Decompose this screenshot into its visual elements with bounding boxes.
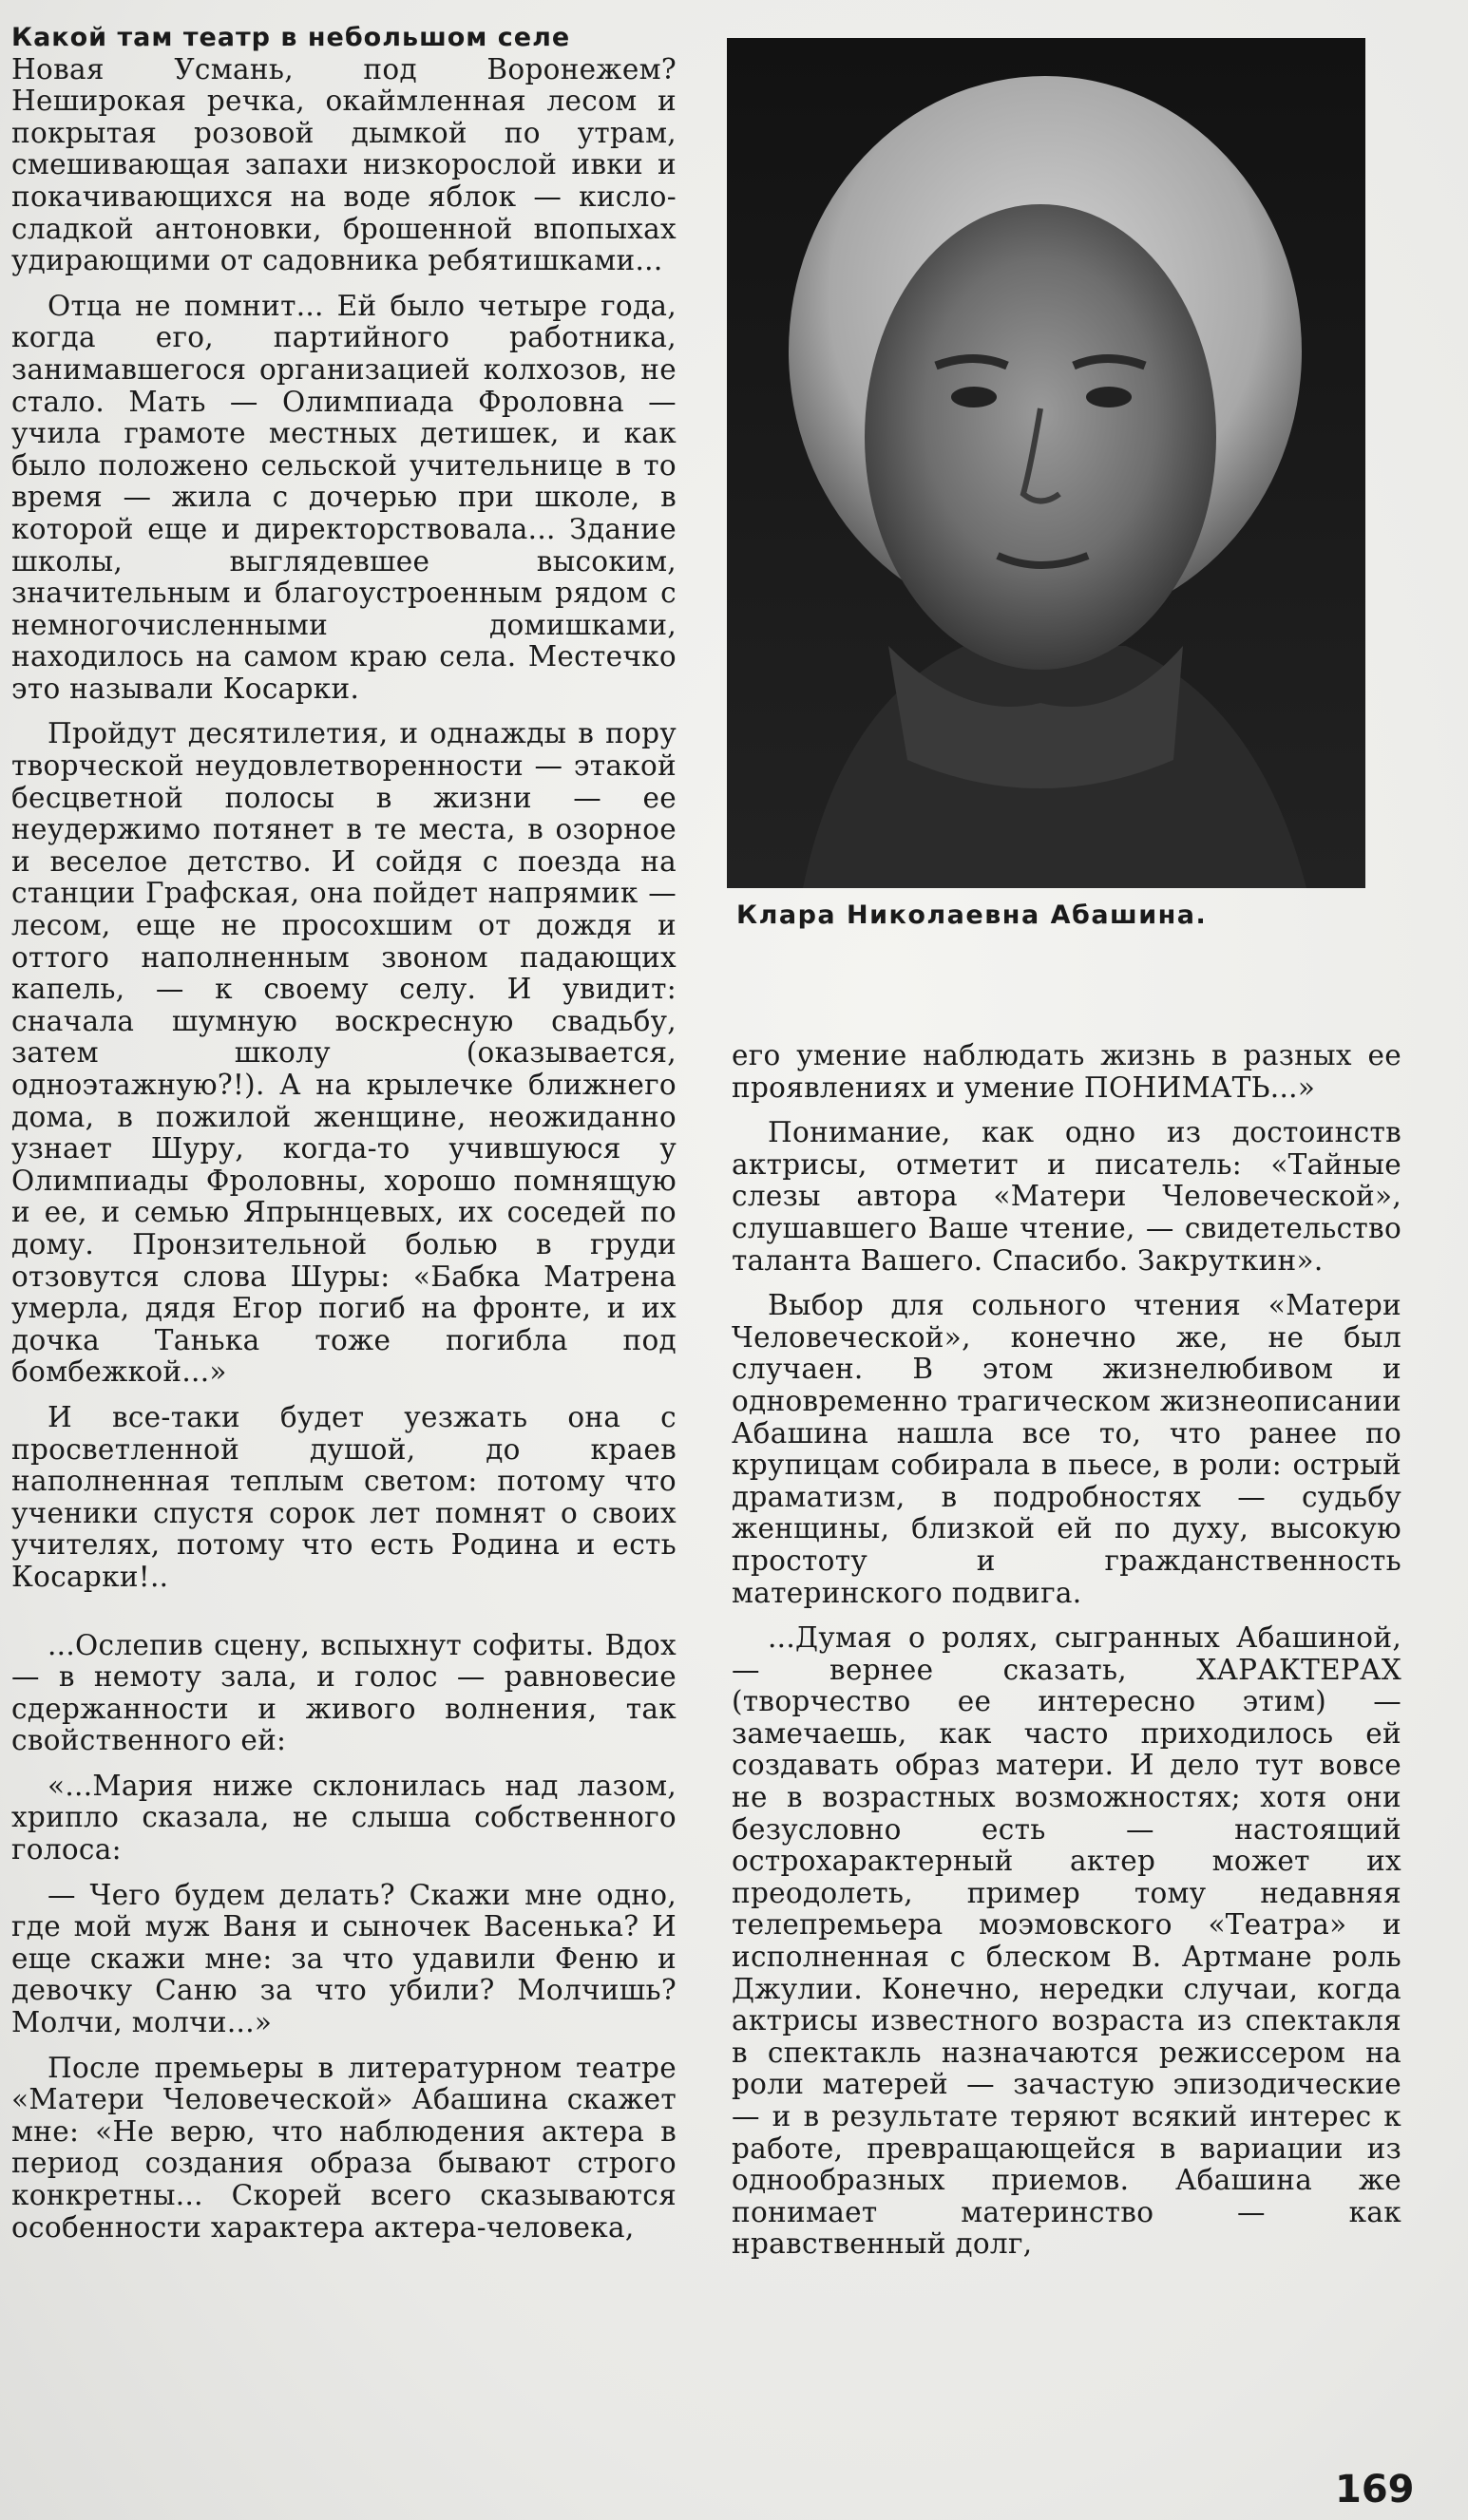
paragraph-7: — Чего будем делать? Скажи мне одно, где мой муж Ваня и сыночек Васенька? И еще скажи мне: за что удавили Феню и девочку Саню за что убили? Молчишь? Молчи, молчи...» [11, 1878, 677, 2039]
left-eye [951, 387, 997, 407]
paragraph-5: ...Ослепив сцену, вспыхнут софиты. Вдох — в немоту зала, и голос — равновесие сдержанности и живого волнения, так свойственного ей: [11, 1628, 677, 1757]
photo-caption: Клара Николаевна Абашина. [736, 900, 1208, 930]
paragraph-8: После премьеры в литературном театре «Матери Человеческой» Абашина скажет мне: «Не верю, что наблюдения актера в период создания образа бывают строго конкретны... Скорей всего сказываются особенности характера актера-человека, [11, 2051, 677, 2244]
portrait-photo [727, 38, 1365, 888]
right-eye [1086, 387, 1132, 407]
face-shape [865, 204, 1216, 670]
paragraph-3: Пройдут десятилетия, и однажды в пору творческой неудовлетворенности — этакой бесцветной полосы в жизни — ее неудержимо потянет в те места, в озорное и веселое детство. И сойдя с поезда на станции Графская, она пойдет напрямик — лесом, еще не просохшим от дождя и оттого наполненным звоном падающих капель, — к своему селу. И увидит: сначала шумную воскресную свадьбу, затем школу (оказывается, одноэтажную?!). А на крылечке ближнего дома, в пожилой женщине, неожиданно узнает Шуру, когда-то учившуюся у Олимпиады Фроловны, хорошо помнящую и ее, и семью Япрынцевых, их соседей по дому. Пронзительной болью в груди отзовутся слова Шуры: «Бабка Матрена умерла, дядя Егор погиб на фронте, и их дочка Танька тоже погибла под бомбежкой...» [11, 717, 677, 1389]
paragraph-6: «...Мария ниже склонилась над лазом, хрипло сказала, не слыша собственного голоса: [11, 1769, 677, 1866]
paragraph-1 [11, 21, 677, 277]
paragraph-9: его умение наблюдать жизнь в разных ее проявлениях и умение ПОНИМАТЬ...» [732, 1039, 1401, 1104]
portrait-image [727, 38, 1365, 888]
page-number: 169 [1335, 2468, 1415, 2511]
paragraph-text: Новая Усмань, под Воронежем? Неширокая речка, окаймленная лесом и покрытая розовой дымкой по утрам, смешивающая запахи низкорослой ивки и покачивающихся на воде яблок — кисло-сладкой антоновки, брошенной впопыхах удирающими от садовника ребятишками... [11, 52, 677, 277]
paragraph-12: ...Думая о ролях, сыгранных Абашиной, — вернее сказать, ХАРАКТЕРАХ (творчество ее интересно этим) — замечаешь, как часто приходилось ей создавать образ матери. И дело тут вовсе не в возрастных возможностях; хотя они безусловно есть — настоящий острохарактерный актер может их преодолеть, пример тому недавняя телепремьера моэмовского «Театра» и исполненная с блеском В. Артмане роль Джулии. Конечно, нередки случаи, когда актрисы известного возраста из спектакля в спектакль назначаются режиссером на роли матерей — зачастую эпизодические — и в результате теряют всякий интерес к работе, превращающейся в вариации из однообразных приемов. Абашина же понимает материнство — как нравственный долг, [732, 1621, 1401, 2261]
paragraph-4: И все-таки будет уезжать она с просветленной душой, до краев наполненная теплым светом: потому что ученики спустя сорок лет помнят о своих учителях, потому что есть Родина и есть Косарки!.. [11, 1400, 677, 1593]
left-column [11, 21, 677, 2257]
lead-in: Какой там театр в небольшом селе [11, 23, 571, 52]
paragraph-11: Выбор для сольного чтения «Матери Человеческой», конечно же, не был случаен. В этом жизнелюбивом и одновременно трагическом жизнеописании Абашина нашла все то, что ранее по крупицам собирала в пьесе, в роли: острый драматизм, в подробностях — судьбу женщины, близкой ей по духу, высокую простоту и гражданственность материнского подвига. [732, 1289, 1401, 1609]
right-column [732, 1040, 1401, 2274]
paragraph-2: Отца не помнит... Ей было четыре года, когда его, партийного работника, занимавшегося организацией колхозов, не стало. Мать — Олимпиада Фроловна — учила грамоте местных детишек, и как было положено сельской учительнице в то время — жила с дочерью при школе, в которой еще и директорствовала... Здание школы, выглядевшее высоким, значительным и благоустроенным рядом с немногочисленными домишками, находилось на самом краю села. Местечко это называли Косарки. [11, 289, 677, 705]
paragraph-10: Понимание, как одно из достоинств актрисы, отметит и писатель: «Тайные слезы автора «Матери Человеческой», слушавшего Ваше чтение, — свидетельство таланта Вашего. Спасибо. Закруткин». [732, 1116, 1401, 1277]
